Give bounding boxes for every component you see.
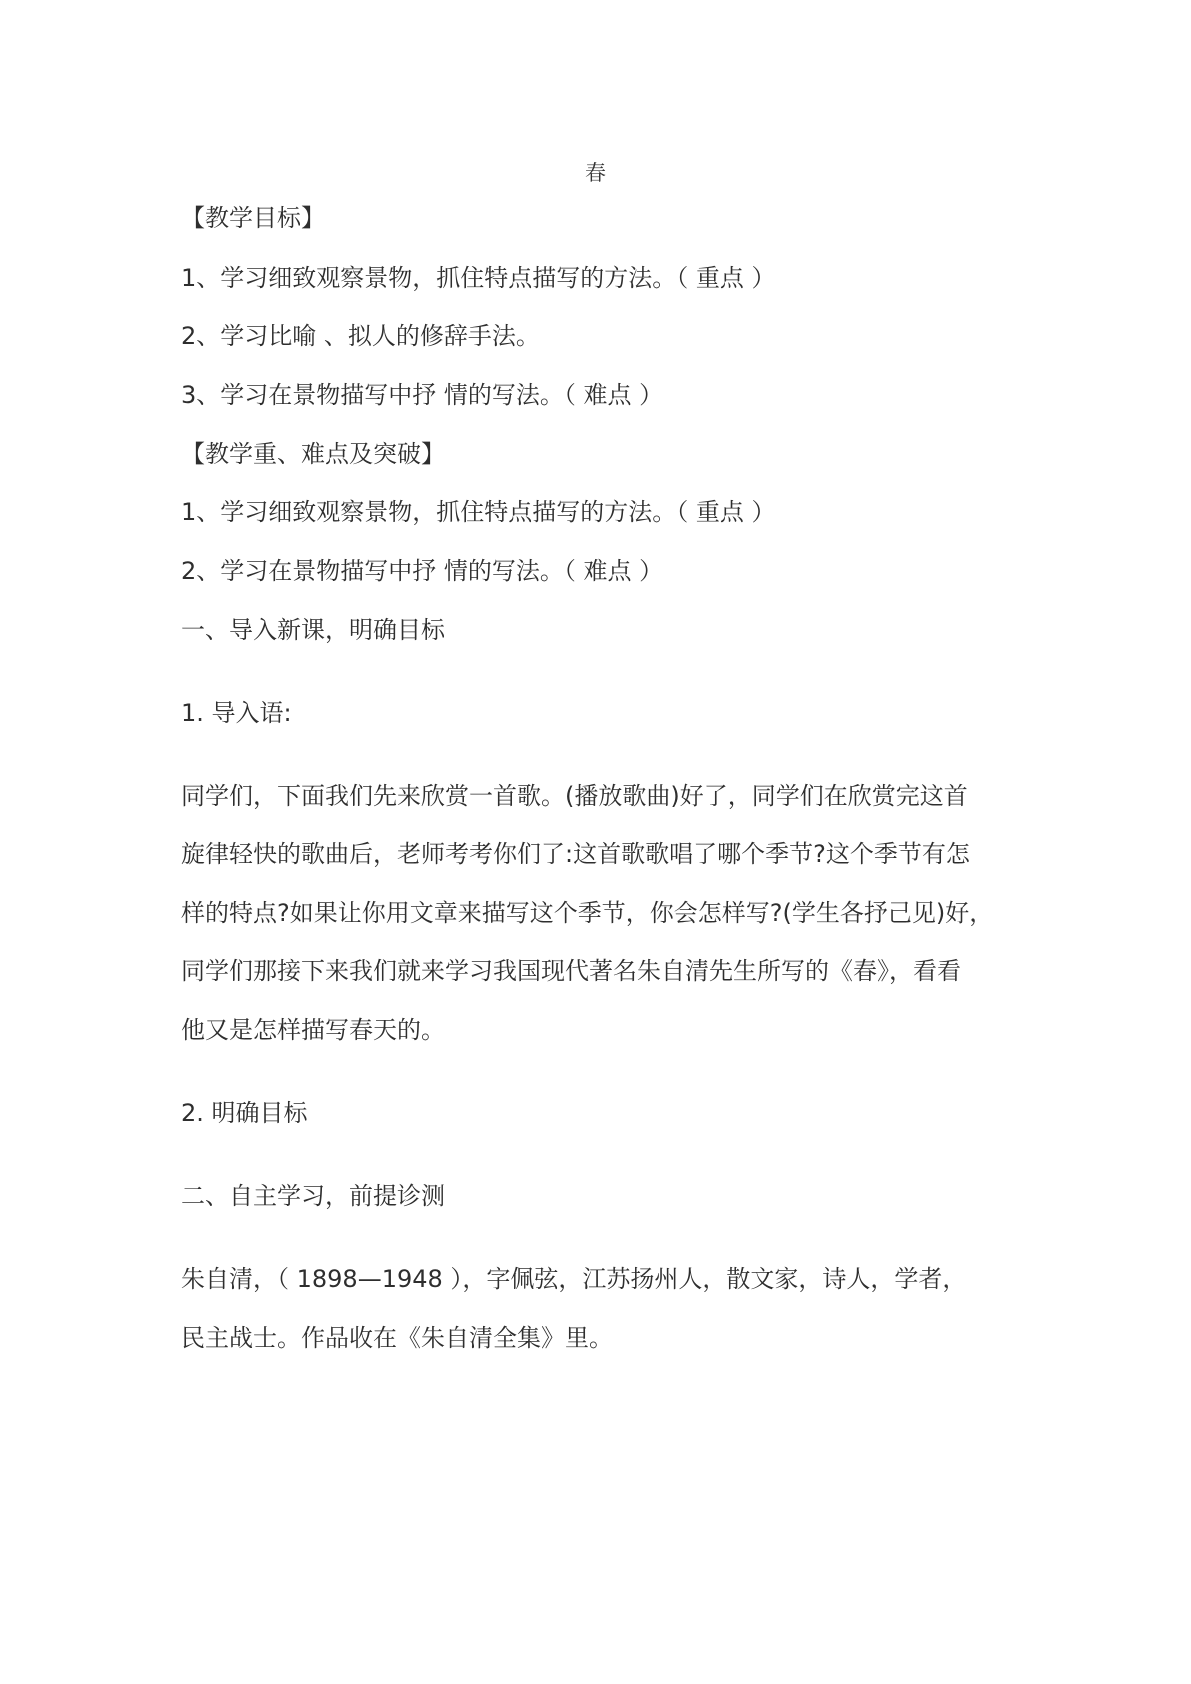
author-paragraph-line: 民主战士。作品收在《朱自清全集》里。 [181, 1324, 613, 1352]
section-heading-teaching-goals: 【教学目标】 [181, 204, 325, 232]
author-paragraph-line: 朱自清，（ 1898—1948 ），字佩弦，江苏扬州人，散文家，诗人，学者， [181, 1265, 967, 1293]
paragraph-line: 旋律轻快的歌曲后，老师考考你们了:这首歌歌唱了哪个季节?这个季节有怎 [181, 840, 970, 868]
paragraph-line: 同学们，下面我们先来欣赏一首歌。(播放歌曲)好了，同学们在欣赏完这首 [181, 782, 968, 810]
key-point-item-2: 2、学习在景物描写中抒 情的写法。（ 难点 ） [181, 557, 664, 585]
section-heading-key-points: 【教学重、难点及突破】 [181, 440, 445, 468]
paragraph-line: 样的特点?如果让你用文章来描写这个季节，你会怎样写?(学生各抒己见)好， [181, 899, 994, 927]
subheading-clarify-goals: 2. 明确目标 [181, 1099, 308, 1127]
paragraph-line: 他又是怎样描写春天的。 [181, 1016, 445, 1044]
document-title: 春 [585, 161, 606, 185]
section-heading-self-study: 二、自主学习，前提诊测 [181, 1182, 445, 1210]
goal-item-2: 2、学习比喻 、拟人的修辞手法。 [181, 322, 540, 350]
subheading-intro-speech: 1. 导入语: [181, 699, 292, 727]
goal-item-3: 3、学习在景物描写中抒 情的写法。（ 难点 ） [181, 381, 664, 409]
paragraph-line: 同学们那接下来我们就来学习我国现代著名朱自清先生所写的《春》，看看 [181, 957, 961, 985]
section-heading-introduction: 一、导入新课，明确目标 [181, 616, 445, 644]
key-point-item-1: 1、学习细致观察景物，抓住特点描写的方法。（ 重点 ） [181, 498, 776, 526]
goal-item-1: 1、学习细致观察景物，抓住特点描写的方法。（ 重点 ） [181, 264, 776, 292]
